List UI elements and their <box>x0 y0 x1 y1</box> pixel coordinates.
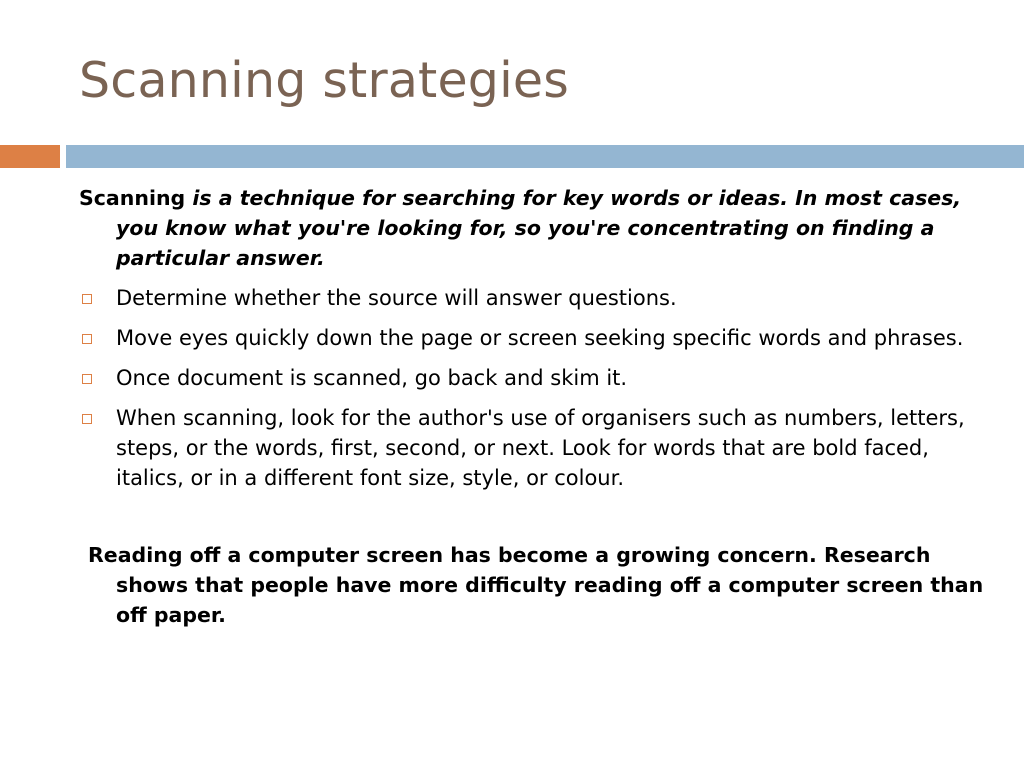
slide-body <box>79 183 984 630</box>
bullet-text: Move eyes quickly down the page or screen seeking specific words and phrases. <box>116 326 964 350</box>
bullet-item <box>79 323 984 353</box>
accent-bar-blue <box>66 145 1024 168</box>
hollow-square-bullet-icon <box>82 374 92 384</box>
closing-paragraph: Reading off a computer screen has become a growing concern. Research shows that people have more difficulty reading off a computer screen than off paper. <box>88 543 984 627</box>
hollow-square-bullet-icon <box>82 334 92 344</box>
bullet-item <box>79 363 984 393</box>
intro-paragraph <box>79 183 984 273</box>
bullet-list <box>79 283 984 493</box>
bullet-text: Once document is scanned, go back and skim it. <box>116 366 628 390</box>
bullet-item <box>79 283 984 313</box>
hollow-square-bullet-icon <box>82 294 92 304</box>
bullet-item <box>79 403 984 493</box>
intro-lead-term: Scanning <box>79 186 186 210</box>
intro-definition: is a technique for searching for key words or ideas. In most cases, you know what you're looking for, so you're concentrating on finding a particular answer. <box>116 186 962 270</box>
bullet-text: Determine whether the source will answer questions. <box>116 286 677 310</box>
bullet-text: When scanning, look for the author's use of organisers such as numbers, letters, steps, or the words, first, second, or next. Look for words that are bold faced, italics, or in a different font size, style, or colour. <box>116 406 965 490</box>
slide-title: Scanning strategies <box>79 52 569 109</box>
accent-bar-orange <box>0 145 60 168</box>
hollow-square-bullet-icon <box>82 414 92 424</box>
